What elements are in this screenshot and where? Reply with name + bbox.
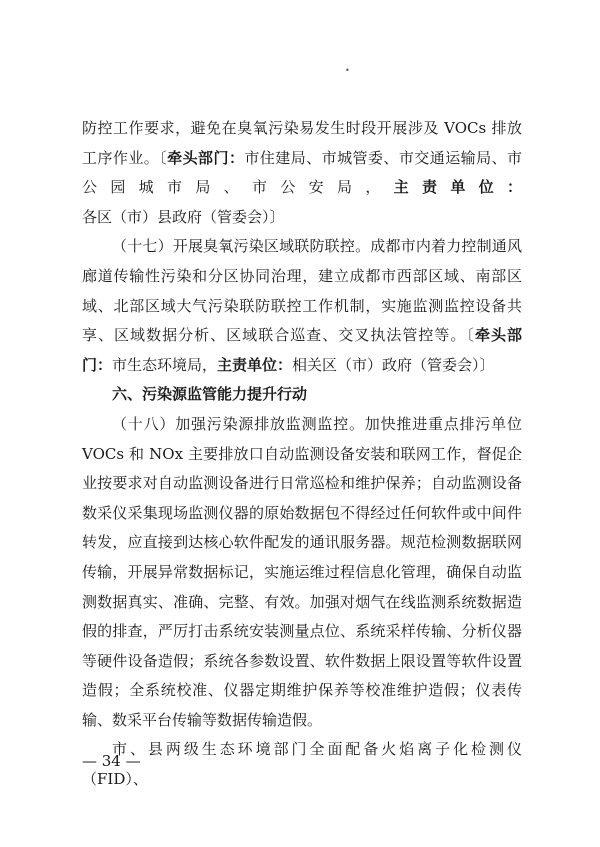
paragraph-item-18: （十八）加强污染源排放监测监控。加快推进重点排污单位 VOCs 和 NOx 主要排放口自动监测设备安装和联网工作，督促企业按要求对自动监测设备进行日常巡检和维护保养；自动监测设备数采仪采集现场监测仪器的原始数据包不得经过任何软件或中间件转发，应直接到达核心软件配发的通讯服务器。规范检测数据联网传输，开展异常数据标记，实施运维过程信息化管理，确保自动监测数据真实、准确、完整、有效。加强对烟气在线监测系统数据造假的排查，严厉打击系统安装测量点位、系统采样传输、分析仪器等硬件设备造假；系统各参数设置、软件数据上限设置等软件设置造假；全系统校准、仪器定期维护保养等校准维护造假；仪表传输、数采平台传输等数据传输造假。 bbox=[82, 414, 522, 729]
section-heading: 六、污染源监管能力提升行动 bbox=[112, 385, 308, 404]
lead-department-label: 牵头部门： bbox=[167, 148, 245, 167]
body-text bbox=[82, 114, 522, 795]
lead-department-value: 市住建局、市城管委、市交通运输局、市公园城市局、市公安局， bbox=[82, 148, 522, 197]
page-number: — 34 — bbox=[82, 752, 141, 770]
lead-department-label: 牵头部门： bbox=[82, 326, 522, 374]
lead-department-value: 市生态环境局， bbox=[112, 355, 218, 374]
paragraph-continued bbox=[82, 114, 522, 232]
responsible-unit-label: 主责单位： bbox=[217, 355, 293, 374]
responsible-unit-value: 相关区（市）政府（管委会）〕 bbox=[292, 355, 495, 374]
responsible-unit-value: 各区（市）县政府（管委会）〕 bbox=[82, 207, 285, 226]
top-mark: • bbox=[345, 66, 350, 75]
paragraph-text: （十七）开展臭氧污染区域联防联控。成都市内着力控制通风廊道传输性污染和分区协同治理，建立成都市西部区域、南部区域、北部区域大气污染联防联控工作机制，实施监测监控设备共享、区域数据分析、区域联合巡查、交叉执法管控等。〔 bbox=[82, 237, 522, 345]
paragraph-text: 防控工作要求，避免在臭氧污染易发生时段开展涉及 VOCs 排放工序作业。〔 bbox=[82, 119, 522, 167]
responsible-unit-label: 主责单位： bbox=[393, 178, 522, 197]
paragraph-continuation: 市、县两级生态环境部门全面配备火焰离子化检测仪（FID）、 bbox=[82, 740, 522, 789]
paragraph-item-17 bbox=[82, 232, 522, 380]
